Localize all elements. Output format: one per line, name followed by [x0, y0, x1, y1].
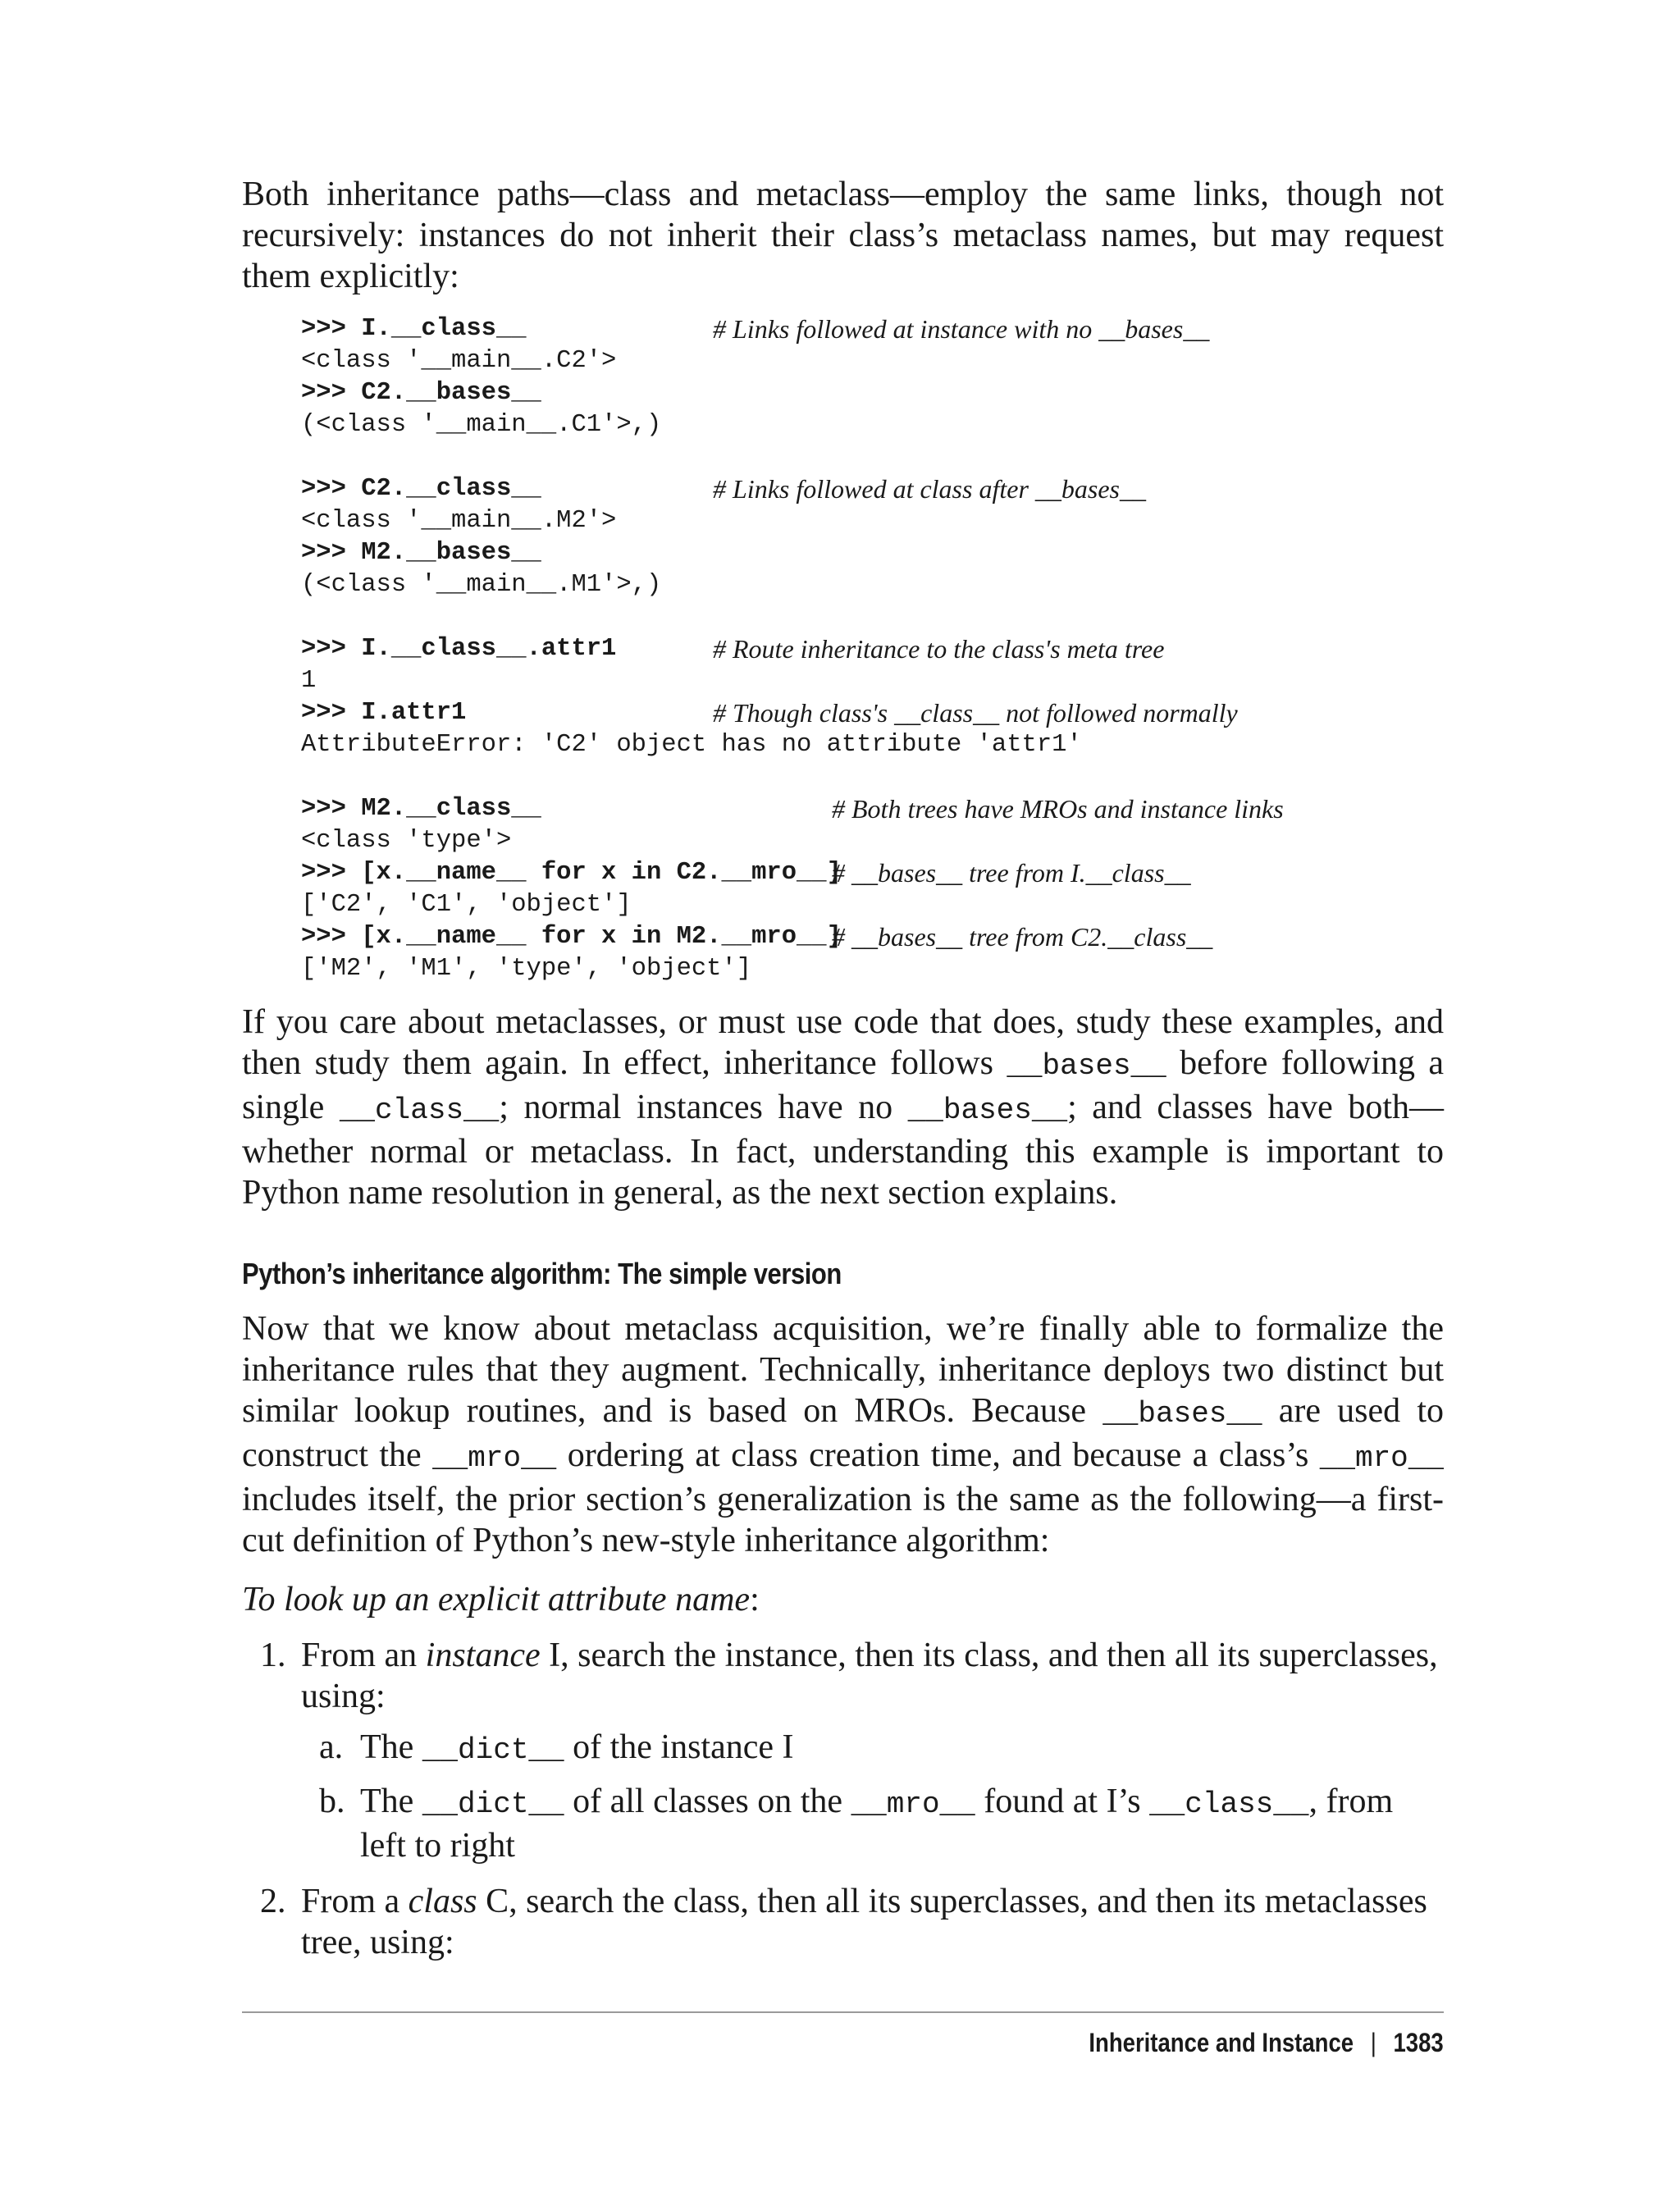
code-line: [301, 921, 1444, 953]
code-comment: # Links followed at instance with no __bases__: [713, 314, 1210, 344]
code-command: >>> C2.__bases__: [301, 379, 541, 407]
code-blank-line: [301, 441, 1444, 473]
step-number: 1.: [260, 1637, 286, 1674]
page-number: 1383: [1393, 2028, 1444, 2057]
inline-code: __dict__: [422, 1787, 564, 1821]
code-output: (<class '__main__.C1'>,): [301, 411, 662, 439]
code-comment: # Both trees have MROs and instance links: [832, 794, 1284, 824]
lookup-label-colon: :: [750, 1581, 760, 1618]
emphasis: instance: [425, 1637, 541, 1674]
code-command: >>> [x.__name__ for x in C2.__mro__]: [301, 859, 842, 887]
code-output: ['C2', 'C1', 'object']: [301, 891, 632, 919]
algorithm-steps: [242, 1635, 1444, 1963]
page-footer: [1089, 2026, 1444, 2059]
code-comment: # Route inheritance to the class's meta tree: [713, 634, 1165, 664]
code-output: <class 'type'>: [301, 827, 512, 855]
step-item: [242, 1635, 1444, 1866]
text-run: includes itself, the prior section’s generalization is the same as the following—a first-cut definition of Python’s new-style inheritance algorithm:: [242, 1481, 1444, 1559]
inline-code: __mro__: [432, 1441, 557, 1475]
code-blank-line: [301, 761, 1444, 793]
code-command: >>> C2.__class__: [301, 475, 541, 503]
inline-code: __class__: [339, 1093, 500, 1127]
code-line: [301, 857, 1444, 889]
inline-code: __mro__: [1319, 1441, 1444, 1475]
text-run: ordering at class creation time, and because a class’s: [556, 1436, 1320, 1474]
substep-letter: a.: [319, 1728, 344, 1766]
code-line: [301, 793, 1444, 825]
code-output: 1: [301, 667, 317, 695]
text-run: If you care about metaclasses, or must use code that does, study these examples, and then study them again. In effect, inheritance follows: [242, 1003, 1444, 1082]
code-output: <class '__main__.M2'>: [301, 507, 617, 535]
text-run: are used to construct the: [242, 1392, 1444, 1474]
code-line: [301, 697, 1444, 729]
lookup-label: [242, 1579, 1444, 1620]
page-content: [242, 174, 1444, 1978]
emphasis: class: [408, 1883, 477, 1920]
text-run: ; and classes have both—whether normal or metaclass. In fact, understanding this example is important to Python name resolution in general, as the next section explains.: [242, 1089, 1444, 1212]
substeps: [301, 1727, 1444, 1866]
text-run: From an: [301, 1637, 426, 1674]
code-line: [301, 633, 1444, 665]
text-run: From a: [301, 1883, 409, 1920]
inline-code: __bases__: [1007, 1049, 1166, 1083]
footer-separator: |: [1370, 2028, 1377, 2057]
algorithm-paragraph: [242, 1308, 1444, 1561]
text-run: found at I’s: [975, 1783, 1150, 1820]
explanation-paragraph: [242, 1002, 1444, 1213]
inline-code: __bases__: [907, 1093, 1068, 1127]
code-line: [301, 473, 1444, 505]
code-output: (<class '__main__.M1'>,): [301, 571, 662, 599]
inline-code: __mro__: [851, 1787, 975, 1821]
code-blank-line: [301, 601, 1444, 633]
code-command: >>> I.__class__: [301, 315, 527, 343]
text-run: of the instance I: [564, 1728, 794, 1766]
code-output: AttributeError: 'C2' object has no attribute 'attr1': [301, 731, 1082, 759]
section-heading: Python’s inheritance algorithm: The simple version: [242, 1257, 842, 1290]
text-run: ; normal instances have no: [499, 1089, 908, 1126]
inline-code: __bases__: [1102, 1397, 1262, 1431]
text-run: The: [360, 1783, 422, 1820]
text-run: The: [360, 1728, 422, 1766]
footer-rule: [242, 2011, 1444, 2013]
code-line: [301, 313, 1444, 345]
step-item: [242, 1881, 1444, 1963]
code-comment: # Though class's __class__ not followed normally: [713, 698, 1238, 728]
code-comment: # __bases__ tree from C2.__class__: [832, 922, 1213, 952]
code-comment: # Links followed at class after __bases__: [713, 474, 1146, 504]
code-example: [301, 313, 1444, 985]
code-command: >>> I.__class__.attr1: [301, 635, 617, 663]
code-command: >>> I.attr1: [301, 699, 467, 727]
substep-item: [301, 1781, 1444, 1866]
text-run: , from left to right: [360, 1783, 1394, 1865]
code-output: <class '__main__.C2'>: [301, 347, 617, 375]
substep-item: [301, 1727, 1444, 1771]
lookup-label-text: To look up an explicit attribute name: [242, 1581, 751, 1618]
code-command: >>> M2.__bases__: [301, 539, 541, 567]
inline-code: __class__: [1149, 1787, 1309, 1821]
text-run: of all classes on the: [564, 1783, 851, 1820]
text-run: Now that we know about metaclass acquisition, we’re finally able to formalize the inheritance rules that they augment. Technically, inheritance deploys two distinct but similar lookup routines, and is based on MROs. Because: [242, 1310, 1444, 1430]
text-run: before following a single: [242, 1044, 1445, 1126]
text-run: C, search the class, then all its superclasses, and then its metaclasses tree, using:: [301, 1883, 1427, 1961]
inline-code: __dict__: [422, 1733, 564, 1767]
substep-letter: b.: [319, 1783, 345, 1820]
intro-paragraph: Both inheritance paths—class and metaclass—employ the same links, though not recursively: instances do not inherit their class’s metaclass names, but may request them explicitly:: [242, 176, 1444, 295]
code-comment: # __bases__ tree from I.__class__: [832, 858, 1191, 888]
step-number: 2.: [260, 1883, 286, 1920]
code-line: [301, 377, 1444, 409]
code-command: >>> [x.__name__ for x in M2.__mro__]: [301, 923, 842, 951]
footer-section-title: Inheritance and Instance: [1089, 2028, 1354, 2057]
code-command: >>> M2.__class__: [301, 795, 541, 823]
code-line: [301, 537, 1444, 569]
text-run: I, search the instance, then its class, and then all its superclasses, using:: [301, 1637, 1438, 1715]
code-output: ['M2', 'M1', 'type', 'object']: [301, 955, 752, 983]
